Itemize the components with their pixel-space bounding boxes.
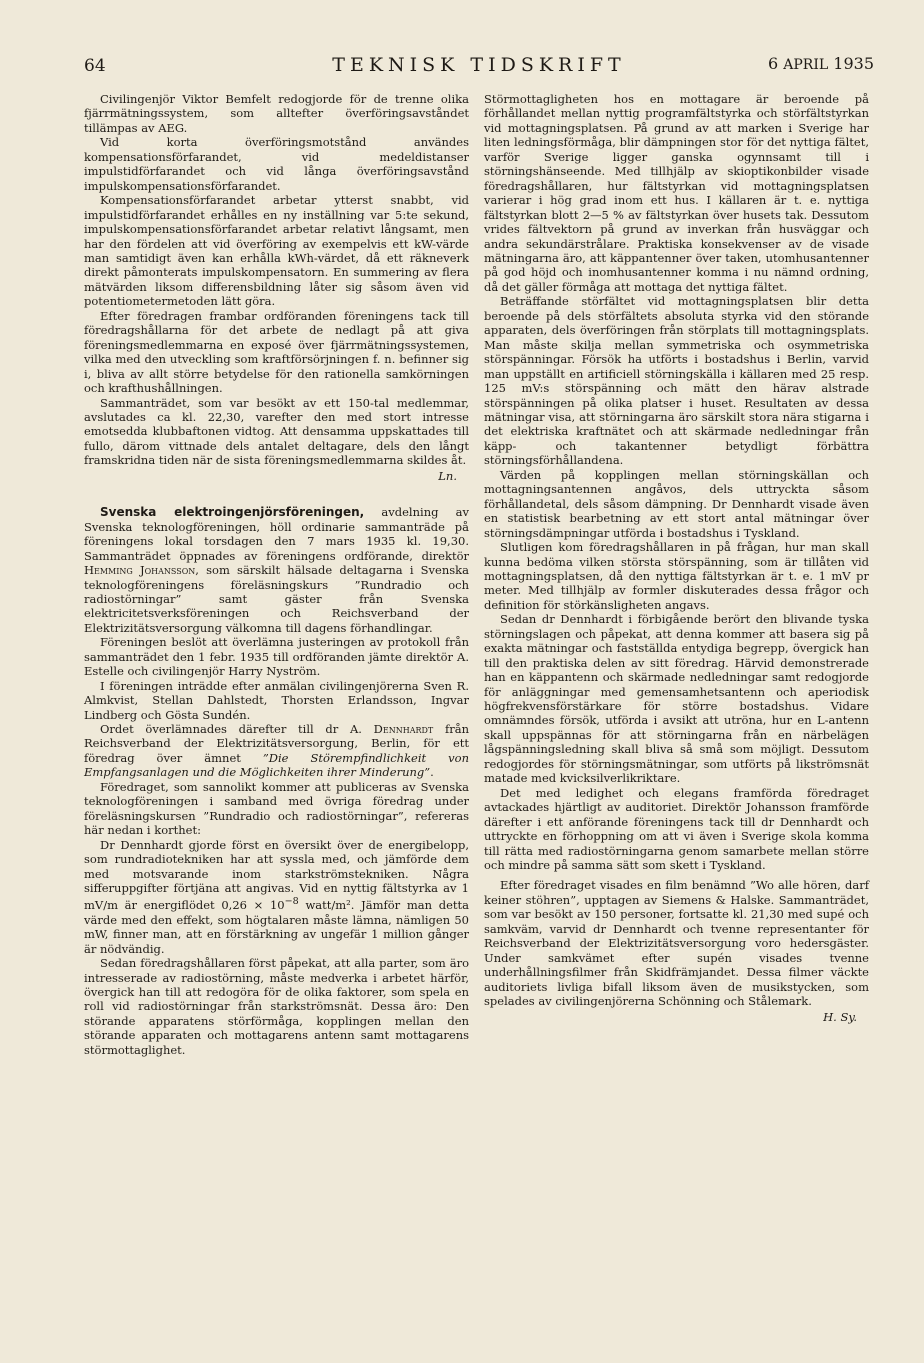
paragraph: Efter föredragen frambar ordföranden föreningens tack till föredragshållarna för det arbete de nedlagt på att giva föreningsmedlemmarna en exposé över fjärrmätningssystemen, vilka med den utveckling som kraftförsörjningen f. n. befinner sig i, bliva av allt större betydelse för den rationella samkörningen och krafthushållningen. [84, 308, 469, 396]
section-gap [84, 483, 469, 505]
signature: Ln. [438, 468, 457, 483]
issue-month: APRIL [783, 57, 829, 73]
paragraph: Beträffande störfältet vid mottagningsplatsen blir detta beroende på dels störfältets absoluta styrka vid den störande apparaten, dels överföringen från störplats till mottagningsplats. Man måste skilja mellan symmetriska och osymmetriska störspänningar. Försök ha utförts i bostadshus i Berlin, varvid man uppställt en artificiell störningskälla i källaren med 25 resp. 125 mV:s störspänning och mätt den härav alstrade störspänningen på olika platser i huset. Resultaten av dessa mätningar visa, att störningarna äro särskilt stora nära stigarna i det elektriska kraftnätet och att skärmade nedledningar från käpp- och takantenner betydligt förbättra störningsförhållandena. [484, 294, 869, 468]
lecture-title: ”Die Störempfindlichkeit von Empfangsanlagen und die Möglichkeiten ihrer Minderung” [84, 750, 469, 780]
paragraph: I föreningen inträdde efter anmälan civilingenjörerna Sven R. Almkvist, Stellan Dahlstedt, Thorsten Erlandsson, Ingvar Lindberg och Gösta Sundén. [84, 678, 469, 722]
text-run: Dr Dennhardt gjorde först en översikt över de energibelopp, som rundradiotekniken har att syssla med, och jämförde dem med motsvarande inom starkströmstekniken. Några sifferuppgifter förtjäna att angivas. Vid en nyttig fältstyrka av 1 mV/m är energiflödet 0,26 × 10 [84, 837, 469, 913]
journal-title: TEKNISK TIDSKRIFT [332, 54, 626, 76]
left-column [84, 92, 469, 1057]
paragraph: Störmottagligheten hos en mottagare är beroende på förhållandet mellan nyttig programfältstyrka och störfältstyrkan vid mottagningsplatsen. På grund av att marken i Sverige har liten ledningsförmåga, blir dämpningen stor för det nyttiga fältet, varför Sverige ligger ganska ogynnsamt till i störningshänseende. Med tillhjälp av skioptikonbilder visade föredragshållaren, hur fältstyrkan vid mottagningsplatsen varierar i hög grad inom ett hus. I källaren är t. e. nyttiga fältstyrkan blott 2—5 % av fältstyrkan över husets tak. Dessutom vrides fältvektorn på grund av inverkan från husväggar och andra sekundärstrålare. Praktiska konsekvenser av de visade mätningarna äro, att käppantenner över taken, utomhusantenner på god höjd och inomhusantenner komma i nu nämnd ordning, då det gäller förmåga att mottaga det nyttiga fältet. [484, 92, 869, 294]
section-intro-paragraph [84, 505, 469, 635]
paragraph: Värden på kopplingen mellan störningskällan och mottagningsantennen angåvos, dels uttryckta såsom förhållandetal, dels såsom dämpning. Dr Dennhardt visade även en statistisk bearbetning av ett stort antal mätningar över störningsdämpningar utförda i bostadshus i Tyskland. [484, 467, 869, 540]
page-number: 64 [84, 56, 106, 76]
paragraph: Efter föredraget visades en film benämnd ”Wo alle hören, darf keiner stöhren”, upptagen av Siemens & Halske. Sammanträdet, som var besökt av 150 personer, fortsatte kl. 21,30 med supé och samkväm, varvid dr Dennhardt och tvenne representanter för Reichsverband der Elektrizitätsversorgung voro hedersgäster. Under samkvämet efter supén visades tvenne underhållningsfilmer från Skidfrämjandet. Dessa filmer väckte auditoriets livliga bifall liksom även de musikstycken, som spelades av civilingenjörerna Schönning och Stålemark. [484, 878, 869, 1009]
signature: H. Sy. [823, 1009, 857, 1024]
person-name: Dennhardt [373, 722, 434, 737]
text-run: . [430, 765, 434, 780]
issue-day: 6 [768, 54, 779, 73]
person-name: Hemming Johansson [84, 563, 196, 578]
paragraph: Vid korta överföringsmotstånd användes kompensationsförfarandet, vid medeldistanser impulstidförfarandet och vid långa överföringsavstånd impulskompensationsförfarandet. [84, 135, 469, 193]
paragraph: Föreningen beslöt att överlämna justeringen av protokoll från sammanträdet den 1 febr. 1935 till ordföranden jämte direktör A. Estelle och civilingenjör Harry Nyström. [84, 635, 469, 679]
paragraph: Sedan dr Dennhardt i förbigående berört den blivande tyska störningslagen och påpekat, att denna kommer att basera sig på exakta mätningar och fastställda entydiga begrepp, övergick han till den praktiska delen av sitt föredrag. Härvid demonstrerade han en käppantenn och skärmade nedledningar samt redogjorde för anläggningar med gemensamhetsantenn och aperiodisk högfrekvensförstärkare för större bostadshus. Vidare omnämndes försök, utförda i avsikt att utröna, hur en L-antenn skall uppspännas för att störningarna från en närbelägen lågspänningsledning skall bliva så små som möjligt. Dessutom redogjordes för störningsmätningar, som utförts på likströmsnät matade med kvicksilverlikriktare. [484, 612, 869, 786]
paragraph [84, 722, 469, 780]
right-column [484, 92, 869, 1024]
section-heading: Svenska elektroingenjörsföreningen, [100, 505, 365, 520]
paragraph: Civilingenjör Viktor Bemfelt redogjorde för de trenne olika fjärrmätningssystem, som alltefter överföringsavståndet tillämpas av AEG. [84, 92, 469, 135]
paragraph: Kompensationsförfarandet arbetar ytterst snabbt, vid impulstidförfarandet erhålles en ny inställning var 5:te sekund, impulskompensationsförfarandet arbetar relativt långsamt, men har den fördelen att vid överföring av exempelvis ett kW-värde man samtidigt även kan erhålla kWh-värdet, då ett räkneverk direkt påmonterats impulskompensatorn. En summering av flera mätvärden liksom differensbildning låter sig såsom även vid potentiometermetoden lätt göra. [84, 193, 469, 309]
exponent: −8 [284, 896, 299, 908]
paragraph: Sedan föredragshållaren först påpekat, att alla parter, som äro intresserade av radiostörning, måste medverka i arbetet härför, övergick han till att redogöra för de olika faktorer, som spela en roll vid radiostörningar från starkströmsnät. Dessa äro: Den störande apparatens störförmåga, kopplingen mellan den störande apparaten och mottagarens antenn samt mottagarens störmottaglighet. [84, 956, 469, 1057]
page-header [84, 52, 874, 82]
paragraph: Slutligen kom föredragshållaren in på frågan, hur man skall kunna bedöma vilken största störspänning, som är tillåten vid mottagningsplatsen, då den nyttiga fältstyrkan är t. e. 1 mV pr meter. Med tillhjälp av formler diskuterades dessa frågor och definition för störkänsligheten angavs. [484, 540, 869, 612]
text-run: Ordet överlämnades därefter till dr A. [100, 722, 374, 737]
text-run: avdelning av Svenska teknologföreningen, höll ordinarie sammanträde på föreningens lokal torsdagen den 7 mars 1935 kl. 19,30. Sammanträdet öppnades av föreningens ordförande, direktör [84, 505, 469, 563]
text-run: watt/m². Jämför man detta värde med den effekt, som högtalaren måste lämna, nämligen 50 mW, finner man, att en förstärkning av ungefär 1 million gånger är nödvändig. [84, 898, 469, 956]
paragraph: Det med ledighet och elegans framförda föredraget avtackades hjärtligt av auditoriet. Direktör Johansson framförde därefter i ett anförande föreningens tack till dr Dennhardt och uttryckte en förhoppning om att vi även i Sverige skola komma till rätta med radiostörningarna genom samarbete mellan större och mindre på samma sätt som skett i Tyskland. [484, 785, 869, 873]
text-run: från Reichsverband der Elektrizitätsversorgung, Berlin, för ett föredrag över ämnet [84, 722, 469, 765]
paragraph: Föredraget, som sannolikt kommer att publiceras av Svenska teknologföreningen i samband med övriga föredrag under föreläsningskursen ”Rundradio och radiostörningar”, refereras här nedan i korthet: [84, 779, 469, 838]
text-run: , som särskilt hälsade deltagarna i Svenska teknologföreningens föreläsningskurs ”Rundradio och radiostörningar” samt gäster från Svenska elektricitetsverksföreningen och Reichsverband der Elektrizitätsversorgung välkomna till dagens förhandlingar. [84, 563, 469, 635]
paragraph [84, 838, 469, 956]
paragraph: Sammanträdet, som var besökt av ett 150-tal medlemmar, avslutades ca kl. 22,30, varefter den med stort intresse emotsedda klubbaftonen vidtog. Att densamma uppskattades till fullo, därom vittnade dels antalet deltagare, dels den långt framskridna tiden när de sista föreningsmedlemmarna skildes åt. [84, 395, 469, 468]
issue-date [768, 54, 874, 73]
issue-year: 1935 [833, 54, 874, 73]
